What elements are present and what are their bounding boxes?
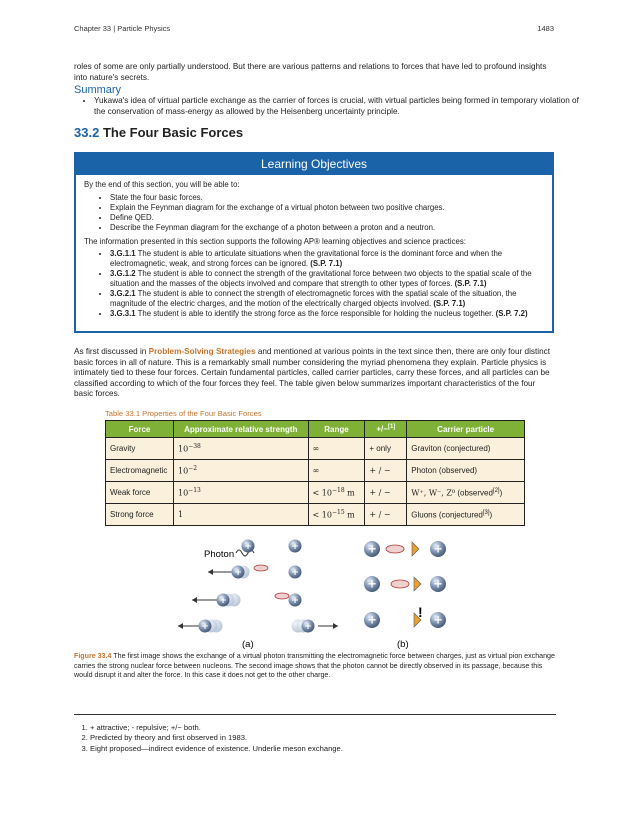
charge-symbol: + [433, 577, 443, 591]
table-row [106, 504, 525, 526]
footnote-ref[interactable]: [1] [387, 424, 396, 431]
ap-sp: (S.P. 7.2) [495, 308, 528, 318]
lo-item: • State the four basic forces. [110, 193, 544, 203]
carrier-cell [407, 504, 525, 526]
strength-base: 10 [177, 466, 189, 476]
photon-label: Photon [204, 549, 235, 560]
sign-cell: + only [365, 438, 407, 460]
ap-text: The student is able to articulate situations when the gravitational force is the dominant force and when the electromagnetic, weak, and strong forces can be ignored. [110, 249, 503, 269]
summary-list [60, 96, 590, 117]
ap-sp: (S.P. 7.1) [454, 279, 487, 289]
virtual-photon [254, 565, 268, 571]
lo-item: • Explain the Feynman diagram for the exchange of a virtual photon between two positive charges. [110, 203, 544, 213]
strength-cell [173, 460, 308, 482]
body-paragraph [74, 347, 556, 400]
carrier-end: ) [499, 488, 503, 498]
range-base: < 10 [312, 488, 332, 498]
charge-symbol: + [433, 542, 443, 556]
strength-base: 10 [177, 444, 189, 454]
carrier-end: ) [489, 510, 493, 520]
ap-item [110, 309, 544, 319]
body-text: and mentioned at various points in the text since then, there are only four distinct basic forces in all of nature. This is a remarkably small number considering the myriad phenomena they explain. Particle physics is intimately tied to these four forces. Certain fundamental particles, called carrier particles, carry these forces, and all particles can be classified according to which of the four forces they feel. The table given below summarizes important characteristics of the four basic forces. [74, 347, 551, 399]
figure-caption-text: The first image shows the exchange of a virtual photon transmitting the electromagnetic force between charges, just as virtual pion exchange carries the strong nuclear force between nucleons. The second image shows that the photon cannot be directly observed in its passage, because this would disrupt it and alter the force. In this case it does not get to the other charge. [74, 652, 555, 680]
range-unit: m [344, 510, 355, 520]
charge-symbol: + [201, 621, 209, 632]
arrowhead [333, 623, 338, 629]
ap-item [110, 269, 544, 289]
virtual-photon [275, 593, 289, 599]
range-cell: ∞ [308, 438, 365, 460]
strength-base: 10 [177, 488, 189, 498]
footnotes [74, 723, 556, 754]
col-header-sign [365, 421, 407, 438]
detector-eye [412, 542, 419, 556]
strength-exp: −13 [188, 487, 201, 495]
ap-text: The student is able to identify the strong force as the force responsible for holding the nucleus together. [137, 308, 494, 318]
table-caption: Table 33.1 Properties of the Four Basic Forces [105, 409, 262, 418]
panel-b-label: (b) [397, 639, 409, 650]
charge-symbol: + [291, 541, 299, 552]
carrier-text: Gluons (conjectured [411, 510, 483, 520]
ap-text: The student is able to connect the strength of the gravitational force between two objects to the spatial scale of the situation and the masses of the objects involved and compare that strength to other types of forces. [110, 269, 532, 289]
arrowhead [178, 623, 183, 629]
col-header-force: Force [106, 421, 174, 438]
panel-b [364, 541, 446, 650]
ap-code: 3.G.2.1 [110, 289, 136, 299]
range-cell: ∞ [308, 460, 365, 482]
learning-objectives-heading: Learning Objectives [76, 154, 552, 175]
panel-a-label: (a) [242, 639, 254, 650]
footnote-item: 3. Eight proposed—indirect evidence of existence. Underlie meson exchange. [90, 744, 556, 754]
force-cell: Strong force [106, 504, 174, 526]
carrier-text: (observed [455, 488, 493, 498]
ap-code: 3.G.3.1 [110, 308, 136, 318]
strength-cell [173, 504, 308, 526]
figure-caption-label: Figure 33.4 [74, 652, 112, 660]
carrier-cell: Graviton (conjectured) [407, 438, 525, 460]
problem-solving-strategies-link[interactable]: Problem-Solving Strategies [148, 347, 256, 356]
forces-table [105, 420, 525, 526]
col-header-range: Range [308, 421, 365, 438]
lo-list [84, 193, 544, 233]
exclamation-mark: ! [418, 604, 423, 620]
running-header: Chapter 33 | Particle Physics [74, 24, 171, 33]
range-cell [308, 504, 365, 526]
footnote-ref[interactable]: [3] [482, 509, 490, 516]
charge-symbol: + [291, 595, 299, 606]
lo-item: • Describe the Feynman diagram for the exchange of a photon between a proton and a neutron. [110, 223, 544, 233]
panel-a [178, 540, 338, 651]
range-base: < 10 [312, 510, 332, 520]
footnote-item: 1. + attractive; - repulsive; +/− both. [90, 723, 556, 733]
charge-symbol: + [367, 542, 377, 556]
force-cell: Gravity [106, 438, 174, 460]
summary-heading: Summary [74, 84, 122, 96]
range-cell [308, 482, 365, 504]
ap-intro: The information presented in this section supports the following AP® learning objectives and science practices: [84, 236, 466, 246]
virtual-photon [391, 580, 409, 588]
figure-33-4 [160, 532, 470, 654]
force-cell: Electromagnetic [106, 460, 174, 482]
ap-sp: (S.P. 7.1) [310, 259, 343, 269]
arrowhead [192, 597, 197, 603]
carrier-symbols: W⁺, W⁻, Z⁰ [411, 488, 456, 498]
range-exp: −15 [331, 509, 345, 517]
footnote-item: 2. Predicted by theory and first observed in 1983. [90, 733, 556, 743]
page-number: 1483 [537, 24, 554, 33]
virtual-photon [386, 545, 404, 553]
table-row [106, 482, 525, 504]
detector-eye [414, 577, 421, 591]
ap-text: The student is able to connect the strength of electromagnetic forces with the spatial scale of the situation, the magnitude of the electric charges, and the motion of the electrically charged objects involved. [110, 289, 517, 308]
figure-caption [74, 652, 556, 681]
sign-cell: + / − [365, 504, 407, 526]
lo-intro: By the end of this section, you will be able to: [84, 180, 240, 189]
range-exp: −18 [331, 487, 345, 495]
charge-symbol: + [219, 595, 227, 606]
table-header-row [106, 421, 525, 438]
ap-item [110, 249, 544, 269]
strength-cell [173, 438, 308, 460]
intro-paragraph: roles of some are only partially understood. But there are various patterns and relations to forces that have led to profound insights into nature's secrets. [74, 62, 547, 82]
strength-cell [173, 482, 308, 504]
force-cell: Weak force [106, 482, 174, 504]
footnote-ref[interactable]: [2] [492, 487, 500, 494]
ap-item [110, 289, 544, 309]
col-header-carrier: Carrier particle [407, 421, 525, 438]
charge-symbol: + [304, 621, 312, 632]
table-row [106, 460, 525, 482]
section-title: The Four Basic Forces [102, 125, 244, 140]
charge-symbol: + [433, 613, 443, 627]
ap-code: 3.G.1.2 [110, 269, 136, 279]
ap-code: 3.G.1.1 [110, 249, 136, 259]
range-unit: m [344, 488, 355, 498]
charge-symbol: + [291, 567, 299, 578]
sign-cell: + / − [365, 460, 407, 482]
strength-exp: −2 [188, 465, 198, 473]
carrier-cell: Photon (observed) [407, 460, 525, 482]
charge-symbol: + [234, 567, 242, 578]
charge-symbol: + [367, 577, 377, 591]
sign-header-text: +/− [376, 424, 388, 434]
footnote-divider [74, 714, 556, 715]
strength-base: 1 [177, 510, 184, 519]
sign-cell: + / − [365, 482, 407, 504]
strength-exp: −38 [188, 443, 201, 451]
table-row [106, 438, 525, 460]
section-heading [74, 125, 243, 140]
carrier-cell [407, 482, 525, 504]
section-number: 33.2 [74, 125, 100, 140]
ap-sp: (S.P. 7.1) [433, 298, 466, 308]
learning-objectives-box [74, 152, 554, 333]
lo-item: • Define QED. [110, 213, 544, 223]
body-text: As first discussed in [74, 347, 149, 356]
charge-symbol: + [367, 613, 377, 627]
ap-list [84, 249, 544, 318]
charge-symbol: + [244, 541, 252, 552]
arrowhead [208, 569, 213, 575]
col-header-strength: Approximate relative strength [173, 421, 308, 438]
summary-item: • Yukawa's idea of virtual particle exchange as the carrier of forces is crucial, with virtual particles being formed in temporary violation of the conservation of mass-energy as allowed by the Heisenberg uncertainty principle. [94, 96, 590, 117]
